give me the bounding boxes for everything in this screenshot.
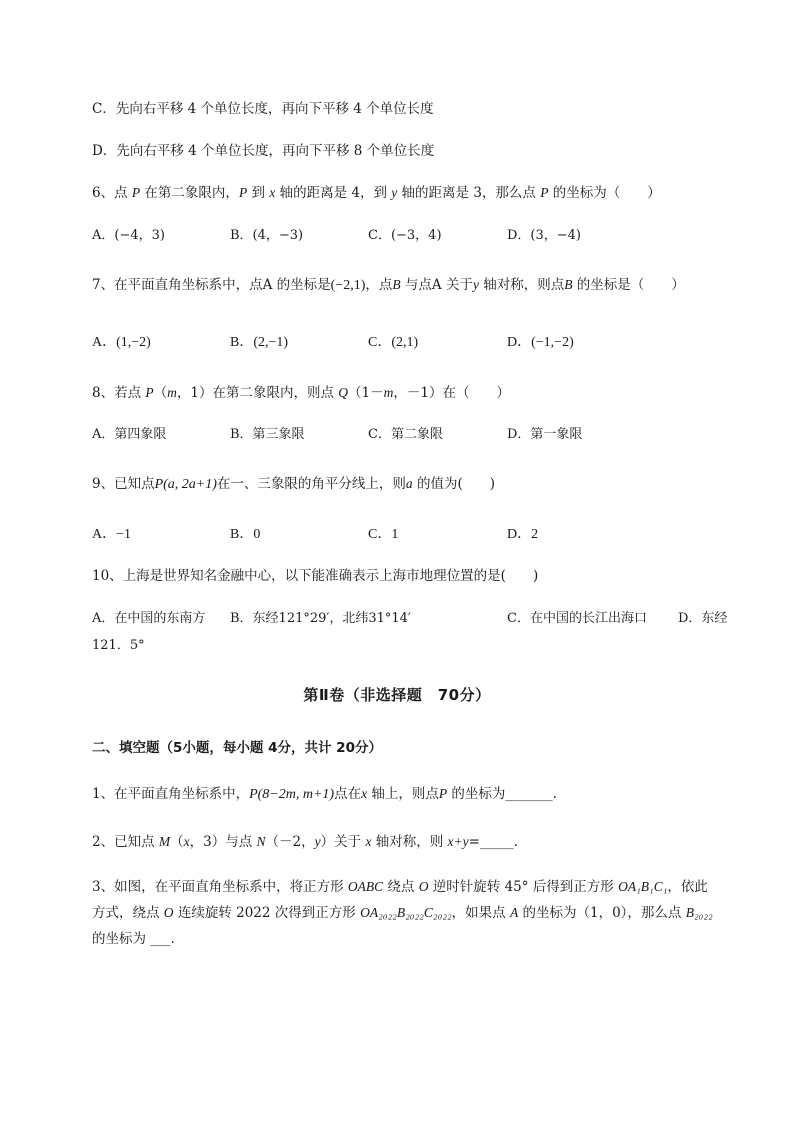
q9-option-a: A．−1 [92, 527, 132, 542]
q9-option-b: B．0 [230, 527, 261, 542]
q10-option-a: A．在中国的东南方 [92, 611, 206, 626]
question-8: 8、若点 P（m，1）在第二象限内，则点 Q（1－m，－1）在（ ） [92, 385, 510, 401]
fill-question-2: 2、已知点 M（x，3）与点 N（－2，y）关于 x 轴对称，则 x+y=_____. [92, 834, 518, 850]
q9-option-c: C．1 [368, 527, 399, 542]
option-d-line: D．先向右平移 4 个单位长度，再向下平移 8 个单位长度 [92, 143, 435, 159]
q8-option-d: D．第一象限 [507, 427, 583, 442]
fill-question-1: 1、在平面直角坐标系中，P(8−2m, m+1)点在x 轴上，则点P 的坐标为_______. [92, 786, 557, 802]
question-10: 10、上海是世界知名金融中心，以下能准确表示上海市地理位置的是( ) [92, 568, 539, 584]
q8-option-c: C．第二象限 [368, 427, 443, 442]
q8-option-b: B．第三象限 [230, 427, 305, 442]
q6-option-a: A．(−4，3) [92, 228, 165, 243]
question-7: 7、在平面直角坐标系中，点A 的坐标是(−2,1)，点B 与点A 关于y 轴对称，则点B 的坐标是（ ） [92, 277, 685, 293]
question-9: 9、已知点P(a, 2a+1)在一、三象限的角平分线上，则a 的值为( ) [92, 476, 495, 492]
q10-option-d: D．东经 [678, 611, 728, 626]
fill-question-3-line-2: 方式，绕点 O 连续旋转 2022 次得到正方形 OA₂₀₂₂B₂₀₂₂C₂₀₂₂，如果点 A 的坐标为（1，0），那么点 B₂₀₂₂ [92, 905, 713, 921]
q6-option-c: C．(−3，4) [368, 228, 442, 243]
part-title: 二、填空题（5小题，每小题 4分，共计 20分） [92, 740, 382, 756]
q10-option-b: B．东经121°29′，北纬31°14′ [230, 611, 411, 626]
q8-option-a: A．第四象限 [92, 427, 167, 442]
fill-question-3-line-1: 3、如图，在平面直角坐标系中，将正方形 OABC 绕点 O 逆时针旋转 45° 后得到正方形 OA₁B₁C₁，依此 [92, 879, 708, 895]
q9-option-d: D．2 [507, 527, 539, 542]
q7-option-b: B．(2,−1) [230, 335, 289, 350]
q6-option-d: D．(3，−4) [507, 228, 582, 243]
q7-option-a: A．(1,−2) [92, 335, 151, 350]
q6-option-b: B．(4，−3) [230, 228, 304, 243]
option-c-line: C．先向右平移 4 个单位长度，再向下平移 4 个单位长度 [92, 101, 434, 117]
q7-option-c: C．(2,1) [368, 335, 419, 350]
section-title: 第Ⅱ卷（非选择题 70分） [303, 686, 491, 704]
q10-option-c: C．在中国的长江出海口 [507, 611, 647, 626]
q7-option-d: D．(−1,−2) [507, 335, 574, 350]
fill-question-3-line-3: 的坐标为 ___. [92, 931, 175, 947]
q10-option-d-continued: 121．5° [92, 638, 145, 653]
question-6: 6、点 P 在第二象限内，P 到 x 轴的距离是 4，到 y 轴的距离是 3，那么点 P 的坐标为（ ） [92, 185, 661, 201]
